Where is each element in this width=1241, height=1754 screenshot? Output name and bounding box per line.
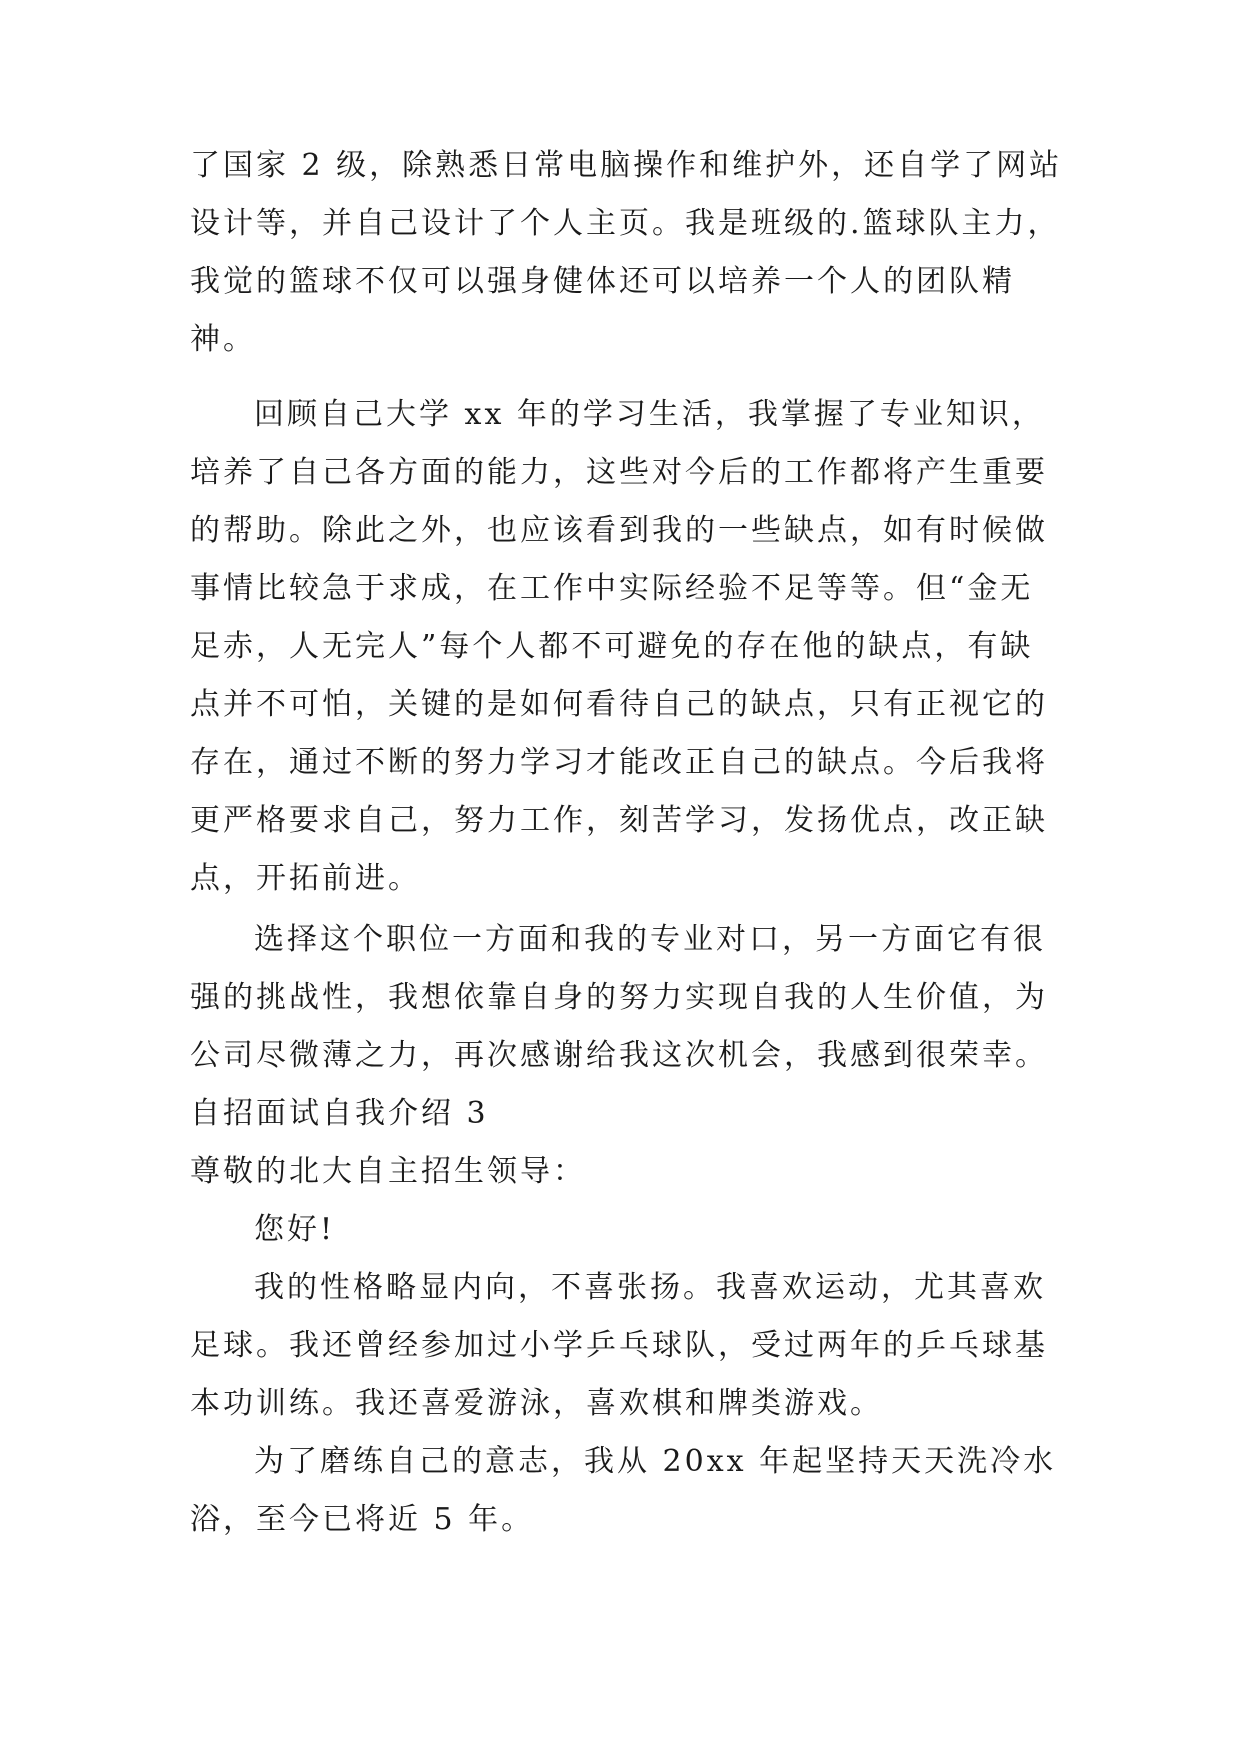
text-line: 强的挑战性，我想依靠自身的努力实现自我的人生价值，为 bbox=[190, 980, 1048, 1015]
text-line: 浴，至今已将近 5 年。 bbox=[190, 1502, 535, 1537]
paragraph-start-line: 我的性格略显内向，不喜张扬。我喜欢运动，尤其喜欢 bbox=[254, 1270, 1046, 1305]
greeting: 您好! bbox=[254, 1212, 336, 1247]
text-line: 的帮助。除此之外，也应该看到我的一些缺点，如有时候做 bbox=[190, 513, 1048, 548]
paragraph-start-line: 选择这个职位一方面和我的专业对口，另一方面它有很 bbox=[254, 922, 1046, 957]
section-heading: 自招面试自我介绍 3 bbox=[190, 1096, 489, 1131]
text-line: 更严格要求自己，努力工作，刻苦学习，发扬优点，改正缺 bbox=[190, 803, 1048, 838]
text-line: 了国家 2 级，除熟悉日常电脑操作和维护外，还自学了网站 bbox=[190, 148, 1063, 183]
paragraph-start-line: 回顾自己大学 xx 年的学习生活，我掌握了专业知识， bbox=[254, 397, 1045, 432]
text-line: 事情比较急于求成，在工作中实际经验不足等等。但“金无 bbox=[190, 571, 1034, 606]
text-line: 足球。我还曾经参加过小学乒乓球队，受过两年的乒乓球基 bbox=[190, 1328, 1048, 1363]
text-line: 我觉的篮球不仅可以强身健体还可以培养一个人的团队精 bbox=[190, 264, 1015, 299]
text-line: 足赤，人无完人”每个人都不可避免的存在他的缺点，有缺 bbox=[190, 629, 1034, 664]
text-line: 设计等，并自己设计了个人主页。我是班级的.篮球队主力， bbox=[190, 206, 1061, 241]
text-line: 培养了自己各方面的能力，这些对今后的工作都将产生重要 bbox=[190, 455, 1048, 490]
text-line: 本功训练。我还喜爱游泳，喜欢棋和牌类游戏。 bbox=[190, 1386, 883, 1421]
text-line: 存在，通过不断的努力学习才能改正自己的缺点。今后我将 bbox=[190, 745, 1048, 780]
text-line: 神。 bbox=[190, 322, 256, 357]
paragraph-start-line: 为了磨练自己的意志，我从 20xx 年起坚持天天洗冷水 bbox=[254, 1444, 1057, 1479]
text-line: 点，开拓前进。 bbox=[190, 861, 421, 896]
salutation: 尊敬的北大自主招生领导： bbox=[190, 1154, 586, 1189]
text-line: 点并不可怕，关键的是如何看待自己的缺点，只有正视它的 bbox=[190, 687, 1048, 722]
text-line: 公司尽微薄之力，再次感谢给我这次机会，我感到很荣幸。 bbox=[190, 1038, 1048, 1073]
